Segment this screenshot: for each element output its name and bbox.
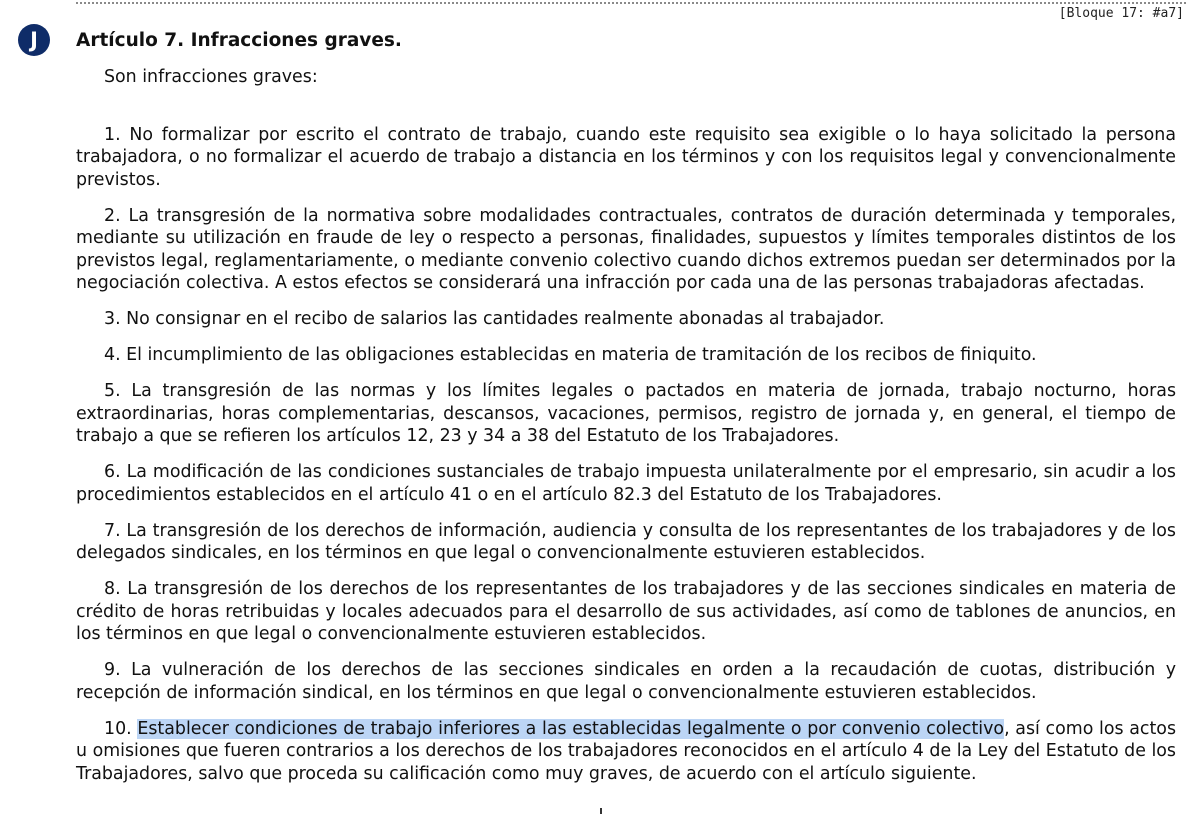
item-number: 10. <box>104 718 138 739</box>
list-item: 6. La modificación de las condiciones sustanciales de trabajo impuesta unilateralmente por el empresario, sin acudir a los procedimientos establecidos en el artículo 41 o en el artículo 82.3 del Estatuto de los Trabajadores. <box>76 462 1176 505</box>
article-intro: Son infracciones graves: <box>104 67 318 87</box>
list-item: 2. La transgresión de la normativa sobre modalidades contractuales, contratos de duración determinada y temporales, mediante su utilización en fraude de ley o respecto a personas, finalidades, supuestos y límites temporales distintos de los previstos legal, reglamentariamente, o mediante convenio colectivo cuando dichos extremos puedan ser determinados por la negociación colectiva. A estos efectos se considerará una infracción por cada una de las personas trabajadoras afectadas. <box>76 205 1176 293</box>
j-letter-badge-icon[interactable]: J <box>18 24 50 56</box>
list-item: 3. No consignar en el recibo de salarios las cantidades realmente abonadas al trabajador. <box>104 309 885 329</box>
list-item: 5. La transgresión de las normas y los límites legales o pactados en materia de jornada, trabajo nocturno, horas extraordinarias, horas complementarias, descansos, vacaciones, permisos, registro de jornada y, en general, el tiempo de trabajo a que se refieren los artículos 12, 23 y 34 a 38 del Estatuto de los Trabajadores. <box>76 381 1176 446</box>
article-title: Artículo 7. Infracciones graves. <box>76 30 402 51</box>
item-text: , así como los actos u omisiones que fueren contrarios a los derechos de los trabajadores reconocidos en el artículo 4 de la Ley del Estatuto de los Trabajadores, salvo que proceda su calificación como muy graves, de acuerdo con el artículo siguiente. <box>76 718 1177 784</box>
list-item: 8. La transgresión de los derechos de los representantes de los trabajadores y de las secciones sindicales en materia de crédito de horas retribuidas y locales adecuados para el desarrollo de sus actividades, así como de tablones de anuncios, en los términos en que legal o convencionalmente estuvieren establecidos. <box>76 579 1176 644</box>
list-item: 7. La transgresión de los derechos de información, audiencia y consulta de los representantes de los trabajadores y de los delegados sindicales, en los términos en que legal o convencionalmente estuvieren establecidos. <box>76 520 1176 563</box>
article-body <box>76 66 1176 799</box>
block-reference: [Bloque 17: #a7] <box>1058 6 1184 21</box>
list-item-10 <box>76 718 1176 786</box>
page-mark <box>600 808 602 814</box>
dotted-separator <box>76 2 1186 4</box>
list-item: 9. La vulneración de los derechos de las secciones sindicales en orden a la recaudación de cuotas, distribución y recepción de información sindical, en los términos en que legal o convencionalmente estuvieren establecidos. <box>76 660 1176 703</box>
selected-text-highlight[interactable]: Establecer condiciones de trabajo inferiores a las establecidas legalmente o por convenio colectivo <box>137 718 1005 739</box>
list-item: 4. El incumplimiento de las obligaciones establecidas en materia de tramitación de los recibos de finiquito. <box>104 345 1037 365</box>
list-item: 1. No formalizar por escrito el contrato de trabajo, cuando este requisito sea exigible o lo haya solicitado la persona trabajadora, o no formalizar el acuerdo de trabajo a distancia en los términos y con los requisitos legal y convencionalmente previstos. <box>76 124 1176 190</box>
